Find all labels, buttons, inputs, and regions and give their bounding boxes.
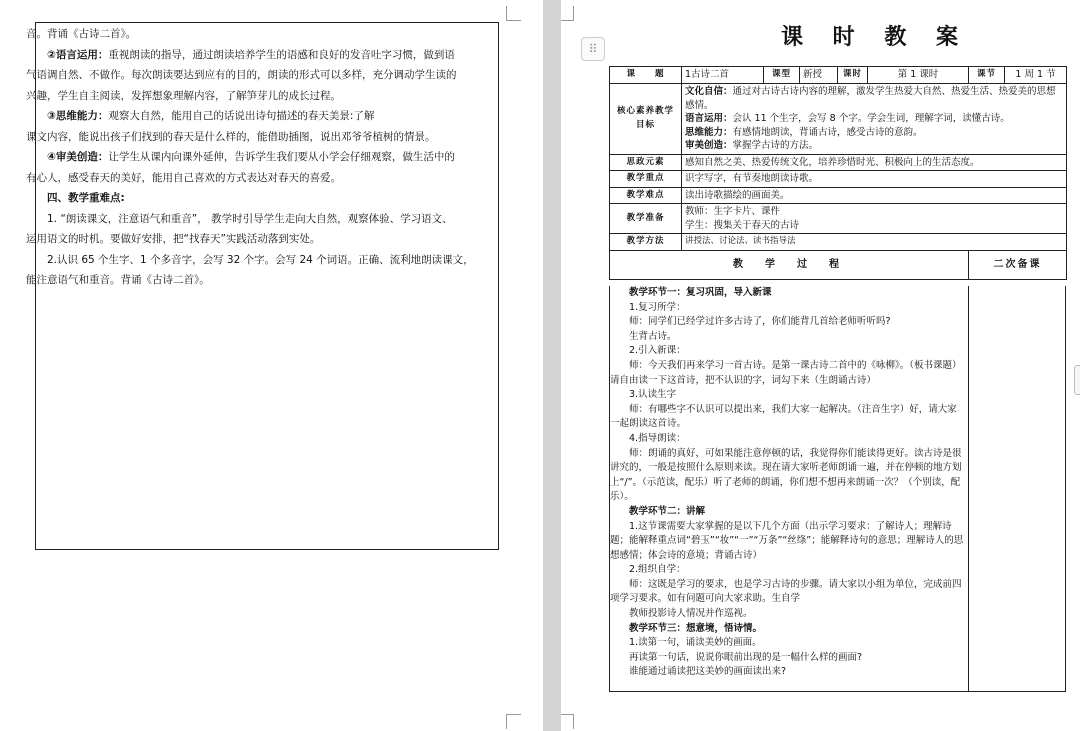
left-text-line — [26, 65, 504, 86]
row-value: 教师：生字卡片、课件 学生：搜集关于春天的古诗 — [682, 204, 1067, 234]
left-text-label: ②语言运用： — [47, 48, 109, 61]
left-text-body: 1. “朗读课文，注意语气和重音”， 教学时引导学生走向大自然，观察体验、学习语文、 — [47, 212, 453, 225]
process-header: 教 学 过 程 — [610, 250, 969, 279]
goal-text: 通过对古诗古诗内容的理解，激发学生热爱大自然、热爱生活、热爱美的思想感情。 — [685, 86, 1056, 111]
lesson-plan-table — [609, 66, 1067, 280]
left-text-line — [26, 229, 504, 250]
crop-mark — [561, 714, 574, 729]
goal-label: 语言运用： — [685, 113, 733, 124]
topic-value: 1古诗二首 — [682, 67, 764, 84]
process-line: 3.认读生字 — [629, 389, 677, 401]
goal-text: 会认 11 个生字，会写 8 个字。学会生词，理解字词，读懂古诗。 — [732, 113, 1010, 124]
row-label: 教学方法 — [610, 234, 682, 251]
process-line: 师：今天我们再来学习一首古诗。是第一课古诗二首中的《咏柳》。（板书课题）请自由读一下这首诗，把不认识的字，词勾下来（生朗诵古诗） — [610, 359, 962, 386]
goal-text: 有感情地朗读，背诵古诗，感受古诗的意韵。 — [732, 126, 923, 138]
hours-label: 课时 — [838, 67, 868, 84]
process-line: 师：朗诵的真好，可如果能注意停顿的话，我觉得你们能读得更好。读古诗是很讲究的，一般是按照什么原则来读。现在请大家听老师朗诵一遍，并在停顿的地方划上“/”。（示范读，配乐）听了老师的朗诵，你们想不想再来朗诵一次？（个别读，配乐）。 — [610, 447, 962, 503]
left-text-line — [26, 168, 504, 189]
left-text-body: 音。背诵《古诗二首》。 — [26, 28, 137, 40]
left-text-line — [26, 106, 504, 127]
left-text-line — [26, 86, 504, 107]
page-title: 课 时 教 案 — [781, 24, 969, 50]
row-value: 讲授法、讨论法、读书指导法 — [682, 234, 1067, 251]
left-text-body: 让学生从课内向课外延伸，告诉学生我们要从小学会仔细观察，做生活中的 — [108, 151, 455, 163]
left-text-body: 运用语文的时机。要做好安排，把“找春天”实践活动落到实处。 — [26, 233, 321, 245]
page-gutter — [543, 0, 561, 731]
type-value: 新授 — [800, 67, 838, 84]
goal-item — [685, 139, 1063, 153]
left-text-body: 重视朗读的指导，通过朗读培养学生的语感和良好的发音吐字习惯，做到语 — [108, 48, 455, 61]
left-text-line — [26, 127, 504, 148]
goal-item — [685, 85, 1063, 112]
row-value: 感知自然之美、热爱传统文化，培养珍惜时光、积极向上的生活态度。 — [682, 154, 1067, 171]
left-text-body: 观察大自然，能用自己的话说出诗句描述的春天美景:了解 — [108, 110, 375, 122]
left-text-label: ③思维能力： — [47, 110, 109, 122]
process-line: 师：同学们已经学过许多古诗了，你们能背几首给老师听听吗? — [629, 316, 891, 328]
left-text-line — [26, 270, 504, 291]
process-line: 1.这节课需要大家掌握的是以下几个方面（出示学习要求：了解诗人；理解诗题；能解释重点词“碧玉”“妆”“一”“万条”“丝绦”；能解释诗句的意思；理解诗人的思想感情；体会诗的意境；背诵古诗） — [610, 520, 964, 561]
process-step-heading: 教学环节三：想意境，悟诗情。 — [629, 622, 763, 634]
row-label: 教学难点 — [610, 187, 682, 204]
notes-header: 二次备课 — [969, 250, 1067, 279]
process-line: 师：有哪些字不认识可以提出来，我们大家一起解决。（注音生字）好，请大家一起朗读这首诗。 — [610, 403, 957, 430]
side-scroll-tab[interactable] — [1074, 365, 1080, 395]
left-text-line — [26, 250, 504, 271]
left-text-body: 能注意语气和重音。背诵《古诗二首》。 — [26, 274, 210, 286]
left-text-body: 课文内容，能说出孩子们找到的春天是什么样的，能借助插图，说出邓爷爷植树的情景。 — [26, 130, 436, 143]
left-text-line — [26, 209, 504, 230]
hours-value: 第 1 课时 — [868, 67, 969, 84]
right-page — [561, 0, 1080, 731]
goals-label: 核心素养教学目标 — [610, 84, 682, 155]
row-label: 教学准备 — [610, 204, 682, 234]
goal-text: 掌握学古诗的方法。 — [732, 140, 819, 151]
process-line: 4.指导朗读： — [629, 432, 686, 444]
process-line: 1.读第一句，诵读美妙的画面。 — [629, 637, 762, 649]
section-label: 课节 — [969, 67, 1005, 84]
goal-item — [685, 126, 1063, 140]
left-text-body: 兴趣，学生自主阅读，发挥想象理解内容，了解笋芽儿的成长过程。 — [26, 89, 341, 102]
process-line: 1.复习所学： — [629, 301, 686, 313]
process-line: 谁能通过诵读把这美妙的画面读出来? — [629, 666, 787, 678]
goals-content — [682, 84, 1067, 155]
topic-label: 课 题 — [610, 67, 682, 84]
left-page-text — [26, 24, 504, 291]
left-text-label: 四、教学重难点: — [47, 192, 125, 204]
process-line: 师：这既是学习的要求，也是学习古诗的步骤。请大家以小组为单位，完成前四项学习要求。如有问题可向大家求助。生自学 — [610, 578, 962, 605]
left-text-body: 气语调自然、不做作。每次朗读要达到应有的目的，朗读的形式可以多样，充分调动学生读的 — [26, 69, 457, 81]
goal-label: 思维能力： — [685, 126, 733, 138]
section-value: 1 周 1 节 — [1005, 67, 1067, 84]
process-content — [610, 286, 965, 691]
left-text-line — [26, 147, 504, 168]
left-text-body: 2.认识 65 个生字、1 个多音字，会写 32 个字。会写 24 个词语。正确、流利地朗读课文， — [47, 253, 474, 266]
crop-mark — [561, 6, 574, 21]
left-text-line — [26, 45, 504, 66]
goal-item — [685, 112, 1063, 126]
process-line: 再读第一句话，说说你眼前出现的是一幅什么样的画面? — [629, 651, 863, 663]
process-step-heading: 教学环节二：讲解 — [629, 505, 706, 517]
left-text-label: ④审美创造： — [47, 151, 109, 163]
crop-mark — [506, 6, 521, 21]
goal-label: 文化自信： — [685, 86, 733, 97]
row-value: 识字写字，有节奏地朗读诗歌。 — [682, 171, 1067, 188]
process-line: 教师投影诗人情况并作巡视。 — [629, 608, 753, 620]
process-line: 2.组织自学： — [629, 564, 686, 576]
crop-mark — [506, 714, 521, 729]
process-line: 2.引入新课： — [629, 345, 686, 357]
process-divider — [968, 286, 969, 692]
left-text-body: 有心人，感受春天的美好，能用自己喜欢的方式表达对春天的喜爱。 — [26, 171, 341, 184]
goal-label: 审美创造： — [685, 140, 733, 151]
process-step-heading: 教学环节一：复习巩固，导入新课 — [629, 287, 772, 298]
row-label: 思政元素 — [610, 154, 682, 171]
row-value: 读出诗歌描绘的画面美。 — [682, 187, 1067, 204]
row-label: 教学重点 — [610, 171, 682, 188]
left-text-line — [26, 24, 504, 45]
drag-handle-icon[interactable]: ⠿ — [581, 37, 605, 61]
left-text-line — [26, 188, 504, 209]
type-label: 课型 — [764, 67, 800, 84]
process-line: 生背古诗。 — [629, 330, 677, 342]
